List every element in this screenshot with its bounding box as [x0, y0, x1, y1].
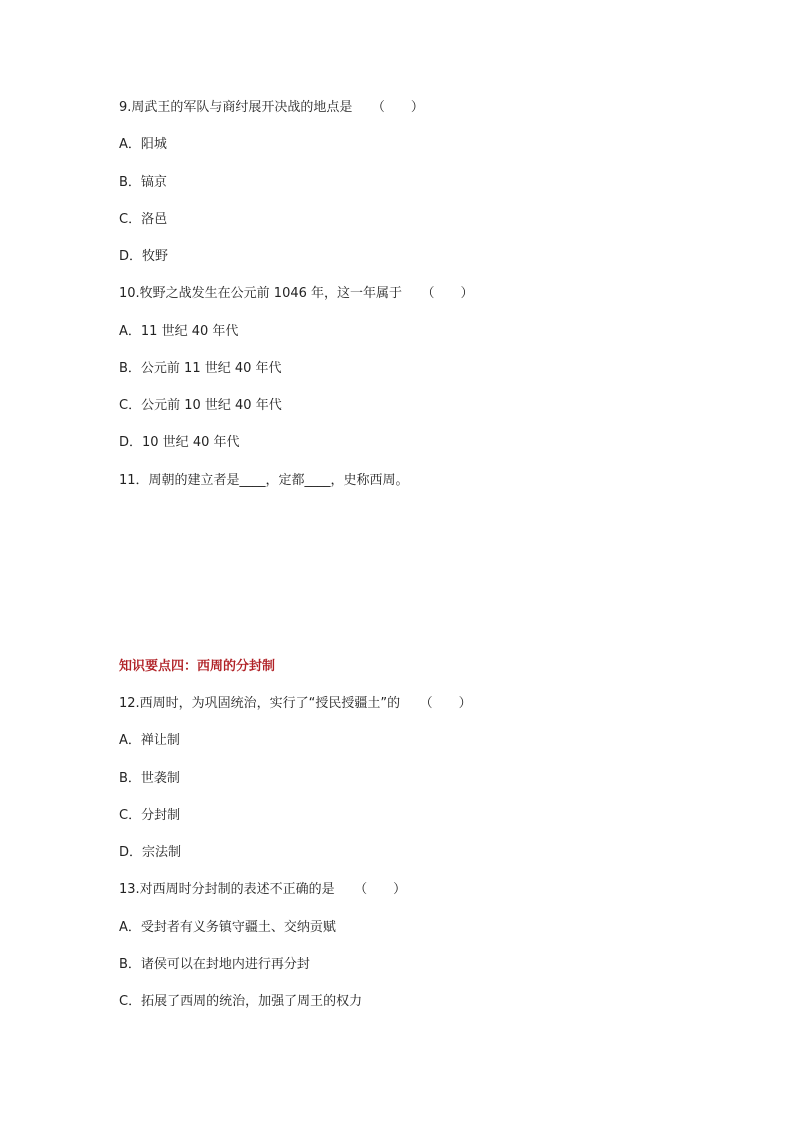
- question-13-option-c: C．拓展了西周的统治，加强了周王的权力: [119, 994, 363, 1009]
- question-12-option-b: B．世袭制: [119, 771, 180, 786]
- question-10-option-c: C．公元前 10 世纪 40 年代: [119, 398, 282, 413]
- question-9-option-b: B．镐京: [119, 175, 167, 190]
- question-10-stem: 10.牧野之战发生在公元前 1046 年，这一年属于 （ ）: [119, 286, 474, 301]
- question-13-stem: 13.对西周时分封制的表述不正确的是 （ ）: [119, 882, 407, 897]
- question-10-option-a: A．11 世纪 40 年代: [119, 324, 239, 339]
- question-9-stem: 9.周武王的军队与商纣展开决战的地点是 （ ）: [119, 100, 424, 115]
- question-10-option-b: B．公元前 11 世纪 40 年代: [119, 361, 282, 376]
- question-9-option-a: A．阳城: [119, 137, 167, 152]
- question-12-stem: 12.西周时，为巩固统治，实行了“授民授疆土”的 （ ）: [119, 696, 472, 711]
- question-9-option-d: D．牧野: [119, 249, 169, 264]
- section-heading-4: 知识要点四：西周的分封制: [119, 659, 276, 674]
- question-9-option-c: C．洛邑: [119, 212, 168, 227]
- question-11-stem: 11．周朝的建立者是____，定都____，史称西周。: [119, 473, 409, 488]
- question-12-option-d: D．宗法制: [119, 845, 182, 860]
- question-12-option-c: C．分封制: [119, 808, 181, 823]
- question-13-option-a: A．受封者有义务镇守疆土、交纳贡赋: [119, 920, 336, 935]
- question-13-option-b: B．诸侯可以在封地内进行再分封: [119, 957, 310, 972]
- question-10-option-d: D．10 世纪 40 年代: [119, 435, 240, 450]
- question-12-option-a: A．禅让制: [119, 733, 180, 748]
